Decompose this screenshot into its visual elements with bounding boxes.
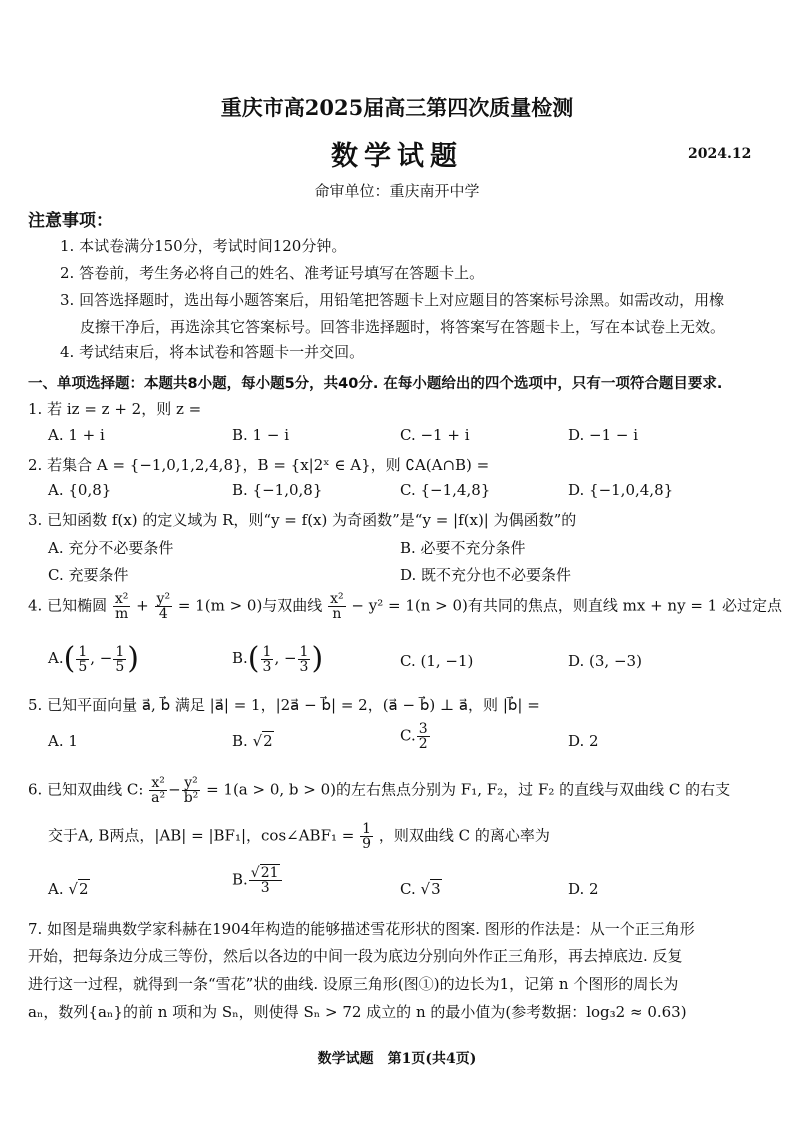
question-7-line: 进行这一过程，就得到一条“雪花”状的曲线. 设原三角形(图①)的边长为1，记第 n 个图形的周长为 (28, 975, 679, 993)
numerator: x² (114, 591, 129, 607)
exam-title: 重庆市高2025届高三第四次质量检测 (220, 95, 574, 120)
q4-option-c: C. (1, −1) (400, 652, 474, 670)
q3-option-c: C. 充要条件 (48, 566, 129, 584)
option-label: A. (48, 880, 64, 898)
section-heading: 一、单项选择题：本题共8小题，每小题5分，共40分. 在每小题给出的四个选项中，只有一项符合题目要求. (28, 376, 723, 392)
numerator: 1 (262, 643, 272, 660)
numerator: 1 (115, 643, 125, 660)
q4-text: + (136, 596, 149, 615)
q6-text: ，则双曲线 C 的离心率为 (378, 826, 550, 845)
page-footer: 数学试题 第1页(共4页) (317, 1051, 477, 1067)
option-label: C. (400, 880, 416, 898)
question-7-line: 开始，把每条边分成三等份，然后以各边的中间一段为底边分别向外作正三角形，再去掉底边. 反复 (28, 947, 683, 965)
denominator: 3 (299, 658, 309, 675)
q4-option-d: D. (3, −3) (568, 652, 642, 670)
fraction (328, 592, 346, 621)
q1-option-d: D. −1 − i (568, 426, 639, 444)
denominator: 3 (262, 658, 272, 675)
numerator: 1 (78, 643, 88, 660)
separator: , − (274, 649, 297, 667)
setting-unit: 命审单位：重庆南开中学 (314, 182, 480, 200)
numerator: 1 (299, 643, 309, 660)
q1-option-b: B. 1 − i (232, 426, 290, 444)
fraction (360, 822, 373, 851)
q2-option-d: D. {−1,0,4,8} (568, 481, 674, 499)
numerator: y² (184, 775, 198, 791)
q1-option-c: C. −1 + i (400, 426, 470, 444)
denominator: 3 (260, 880, 270, 896)
q5-option-b (232, 732, 274, 750)
option-label: A. (48, 649, 64, 667)
q4-text: = 1(m > 0)与双曲线 (177, 596, 323, 615)
note-item: 3. 回答选择题时，选出每小题答案后，用铅笔把答题卡上对应题目的答案标号涂黑。如需改动，用橡 (60, 291, 725, 309)
q6-option-c: C. √3 (400, 880, 441, 898)
denominator: 5 (78, 658, 88, 675)
question-1-stem: 1. 若 iz = z + 2，则 z = (28, 400, 202, 418)
q2-option-c: C. {−1,4,8} (400, 481, 491, 499)
denominator: 2 (418, 736, 428, 752)
q3-option-a: A. 充分不必要条件 (48, 539, 174, 557)
radicand: 21 (260, 865, 279, 881)
radicand: 2 (263, 732, 273, 750)
question-6-stem: 6. 已知双曲线 C: $\frac{\text{x²}}{\text{a²}}$ − $\frac{\text{y²}}{\text{b²}}$ = 1(a > 0, b > 0)的左右焦点分别为 F₁, F₂，过 F₂ 的直线与双曲线 C 的右支 (28, 775, 731, 806)
separator: , − (90, 649, 113, 667)
q4-text: − y² = 1(n > 0)有共同的焦点，则直线 mx + ny = 1 必过定点 (351, 596, 782, 615)
exam-date: 2024.12 (688, 146, 752, 162)
q6-option-d: D. 2 (568, 880, 599, 898)
option-label: B. (232, 732, 248, 750)
q6-option-a: A. √2 (48, 880, 89, 898)
denominator: m (114, 606, 129, 622)
note-item: 1. 本试卷满分150分，考试时间120分钟。 (60, 237, 347, 255)
q4-option-a: A.( $\frac{1}{5}$ , − $\frac{1}{5}$ ) (48, 641, 139, 676)
q3-option-b: B. 必要不充分条件 (400, 539, 526, 557)
denominator: b² (183, 790, 199, 806)
question-2-stem: 2. 若集合 A = {−1,0,1,2,4,8}，B = {x|2ˣ ∈ A}，则 ∁A(A∩B) = (28, 456, 490, 474)
note-item: 2. 答卷前，考生务必将自己的姓名、准考证号填写在答题卡上。 (60, 264, 485, 282)
numerator: x² (330, 591, 344, 607)
question-6-line2 (48, 822, 550, 851)
question-5-stem: 5. 已知平面向量 a⃗, b⃗ 满足 |a⃗| = 1，|2a⃗ − b⃗| = 2，(a⃗ − b⃗) ⊥ a⃗，则 |b⃗| = (28, 696, 540, 714)
subject-title: 数学试题 (331, 141, 463, 172)
fraction (149, 776, 167, 805)
denominator: 9 (362, 836, 372, 852)
q6-text: 6. 已知双曲线 C: (28, 780, 144, 799)
option-label: C. (400, 726, 416, 745)
q4-text: 4. 已知椭圆 (28, 596, 108, 615)
question-3-stem: 3. 已知函数 f(x) 的定义域为 R，则“y = f(x) 为奇函数”是“y = |f(x)| 为偶函数”的 (28, 511, 577, 529)
numerator: 1 (362, 821, 372, 837)
fraction (113, 592, 131, 621)
denominator: 4 (158, 606, 168, 622)
q5-option-a: A. 1 (48, 732, 78, 750)
fraction (182, 776, 201, 805)
q6-text: 交于A, B两点，|AB| = |BF₁|，cos∠ABF₁ = (48, 826, 355, 845)
option-label: B. (232, 649, 248, 667)
question-7-line: 7. 如图是瑞典数学家科赫在1904年构造的能够描述雪花形状的图案. 图形的作法是：从一个正三角形 (28, 920, 695, 938)
q2-option-b: B. {−1,0,8} (232, 481, 323, 499)
note-item: 皮擦干净后，再选涂其它答案标号。回答非选择题时，将答案写在答题卡上，写在本试卷上无效。 (80, 318, 726, 336)
q1-option-a: A. 1 + i (48, 426, 105, 444)
note-item: 4. 考试结束后，将本试卷和答题卡一并交回。 (60, 343, 365, 361)
q5-option-d: D. 2 (568, 732, 599, 750)
denominator: 5 (115, 658, 125, 675)
q5-option-c (400, 722, 431, 751)
q2-option-a: A. {0,8} (48, 481, 112, 499)
denominator: n (332, 606, 342, 622)
denominator: a² (151, 790, 166, 806)
radicand: 2 (78, 880, 89, 898)
question-4-stem (28, 592, 782, 621)
numerator: x² (151, 775, 165, 791)
fraction (155, 592, 173, 621)
q4-option-b: B.( $\frac{1}{3}$ , − $\frac{1}{3}$ ) (232, 641, 324, 676)
question-7-line: aₙ，数列{aₙ}的前 n 项和为 Sₙ，则使得 Sₙ > 72 成立的 n 的最小值为(参考数据：log₃2 ≈ 0.63) (28, 1003, 687, 1021)
option-label: B. (232, 870, 248, 889)
sqrt: √2 (252, 732, 273, 750)
numerator: y² (156, 591, 171, 607)
q6-option-b: B. $\frac{√21}{3}$ (232, 866, 283, 895)
radicand: 3 (431, 880, 441, 898)
numerator: 3 (418, 721, 428, 737)
notes-heading: 注意事项： (28, 211, 113, 231)
q3-option-d: D. 既不充分也不必要条件 (400, 566, 572, 584)
q6-text: = 1(a > 0, b > 0)的左右焦点分别为 F₁, F₂，过 F₂ 的直线与双曲线 C 的右支 (206, 780, 731, 799)
